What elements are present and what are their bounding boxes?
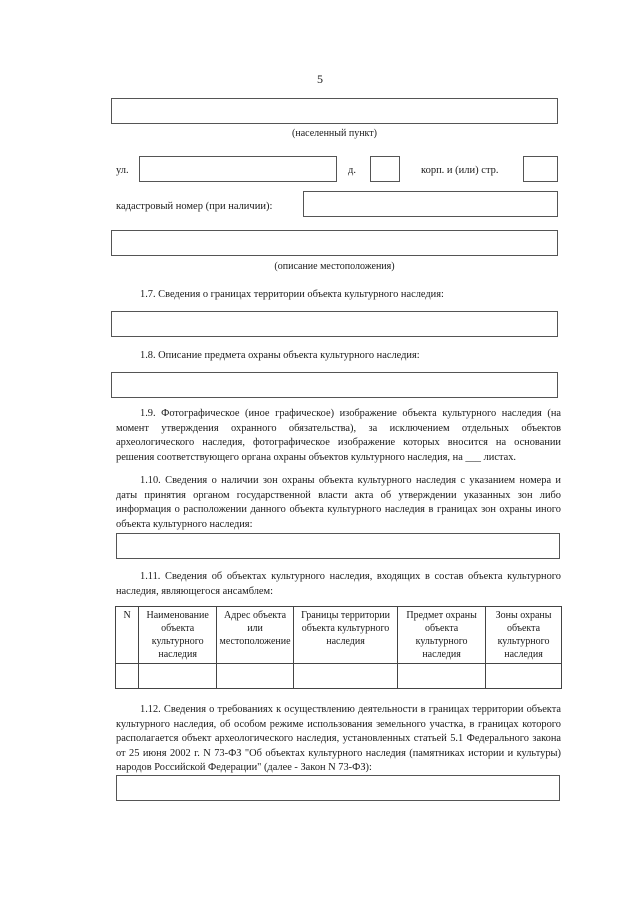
- house-field[interactable]: [370, 156, 400, 182]
- cadastral-field[interactable]: [303, 191, 558, 217]
- section-1-9-text: 1.9. Фотографическое (иное графическое) изображение объекта культурного наследия (на момент утверждения охранного обязательства), за исключением отдельных объектов археологического наследия, фотографическое изображение которых вносится на основании решения соответствующего органа охраны объектов культурного наследия, на ___ листах.: [116, 408, 561, 463]
- settlement-caption: (населенный пункт): [292, 128, 377, 139]
- table-header-cell: Адрес объекта или местоположение: [217, 607, 294, 664]
- table-header-cell: Зоны охраны объекта культурного наследия: [486, 607, 562, 664]
- table-header-cell: Границы территории объекта культурного наследия: [293, 607, 397, 664]
- protection-zones-field[interactable]: [116, 533, 560, 559]
- table-cell[interactable]: [486, 664, 562, 689]
- section-1-12-text: 1.12. Сведения о требованиях к осуществлению деятельности в границах территории объекта культурного наследия, об особом режиме использования земельного участка, в границах которого располагается объект археологического наследия, установленных статьей 5.1 Федерального закона от 25 июня 2002 г. N 73-ФЗ "Об объектах культурного наследия (памятниках истории и культуры) народов Российской Федерации" (далее - Закон N 73-ФЗ):: [116, 704, 561, 774]
- table-header-cell: Наименование объекта культурного наследия: [139, 607, 217, 664]
- table-row: [116, 664, 562, 689]
- territory-boundaries-field[interactable]: [111, 311, 558, 337]
- house-label: д.: [348, 165, 356, 176]
- table-cell[interactable]: [139, 664, 217, 689]
- table-header-cell: Предмет охраны объекта культурного наследия: [398, 607, 486, 664]
- section-1-8-label: 1.8. Описание предмета охраны объекта культурного наследия:: [140, 350, 420, 361]
- table-cell[interactable]: [398, 664, 486, 689]
- section-1-10-text: 1.10. Сведения о наличии зон охраны объекта культурного наследия с указанием номера и даты принятия органом государственной власти акта об утверждении указанных зон либо информация о расположении данного объекта культурного наследия в границах зон охраны иного объекта культурного наследия:: [116, 475, 561, 530]
- ensemble-objects-table: [115, 606, 562, 689]
- activity-requirements-field[interactable]: [116, 775, 560, 801]
- building-label: корп. и (или) стр.: [421, 165, 499, 176]
- cadastral-label: кадастровый номер (при наличии):: [116, 201, 273, 212]
- location-description-caption: (описание местоположения): [274, 261, 395, 272]
- table-cell[interactable]: [293, 664, 397, 689]
- building-field[interactable]: [523, 156, 558, 182]
- street-field[interactable]: [139, 156, 337, 182]
- section-1-11-text: 1.11. Сведения об объектах культурного наследия, входящих в состав объекта культурного наследия, являющегося ансамблем:: [116, 571, 561, 597]
- table-cell[interactable]: [217, 664, 294, 689]
- protection-subject-field[interactable]: [111, 372, 558, 398]
- settlement-field[interactable]: [111, 98, 558, 124]
- table-header-cell: N: [116, 607, 139, 664]
- street-label: ул.: [116, 165, 129, 176]
- table-cell[interactable]: [116, 664, 139, 689]
- table-header-row: [116, 607, 562, 664]
- location-description-field[interactable]: [111, 230, 558, 256]
- section-1-7-label: 1.7. Сведения о границах территории объекта культурного наследия:: [140, 289, 444, 300]
- page-number: 5: [317, 72, 323, 86]
